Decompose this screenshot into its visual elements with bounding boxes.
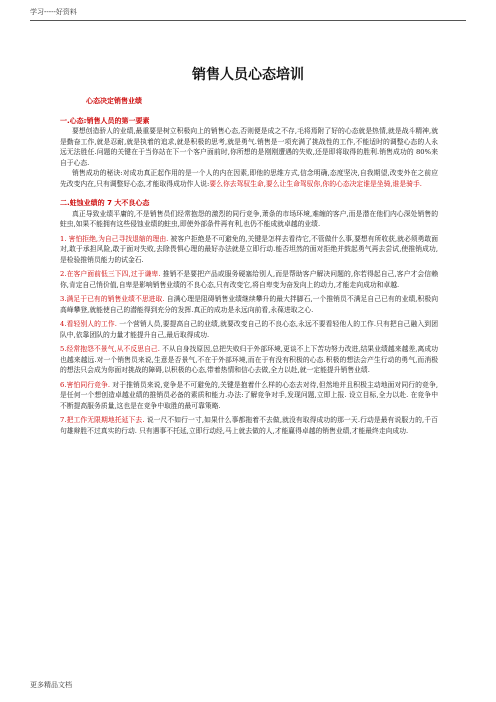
footer-note: 更多精品文档 [30,681,72,689]
list-item-heading: 6.害怕同行竞争. [60,380,111,389]
list-item-heading: 3.满足于已有的销售业绩不思进取. [60,295,165,303]
list-item-text: 一个营销人员,要提高自己的业绩,就要改变自己的不良心态,永远不要看轻他人的工作.只有把自己融入到团队中,依靠团队的力量才能提升自己,最后取得成功. [60,320,438,339]
list-item-heading: 2.在客户面前低三下四,过于谦卑. [60,270,161,278]
list-item-heading: 1. 害怕拒绝,为自己寻找退缩的理由. [60,234,169,243]
section-2-intro: 真正导致业绩平庸的,不是销售员们经常抱怨的激烈的同行竞争,萧条的市场环境,难缠的客户,而是潜在他们内心深处销售的蛀虫,如果不能拥有这些侵蚀业绩的蛀虫,即使外部条件再有利,也仍不能成就卓越的业绩. [60,209,438,228]
list-item-text: 被客户拒绝是不可避免的,关键是怎样去看待它,不管做什么事,要想有所收获,就必须勇敢面对,敢于承担风险,敢于面对失败,去除畏惧心理的最好办法就是立即行动.能否坦然的面对拒绝并鼓起勇气再去尝试,使推销成功,是检验推销员能力的试金石. [60,234,438,264]
list-item-heading: 5.经常抱怨不景气,从不反思自己. [60,345,160,353]
page-title: 销售人员心态培训 [192,67,304,83]
section-1-paragraph-2 [60,168,438,189]
section-1-heading: 一.心态:销售人员的第一要素 [60,116,150,125]
list-item [60,234,438,266]
list-item [60,344,438,376]
header-divider [30,20,466,21]
section-1-paragraph-1: 要想创造骄人的业绩,最重要是树立积极向上的销售心态,否则便是成之不存,毛将焉附了好的心态就是热情,就是战斗精神,就是勤奋工作,就是忍耐,就是执着的追求,就是积极的思考,就是勇气.销售是一项充满了挑战性的工作,不能适时的调整心态的人永远无法胜任.问题的关键在于当你站在下一个客户面前时,你所想的是刚刚遭遇的失败,还是即将取得的胜利.销售成功的 80%来自于心态. [60,127,438,167]
list-item-text: 推销不是要把产品或服务硬塞给别人,而是帮助客户解决问题的,你若得起自己,客户才会信赖你,肯定自己悄价值,自卑是影响销售业绩的不良心态,只有改变它,将自卑变为奋发向上的动力,才能走向成功和卓越. [60,270,438,289]
list-item [60,415,438,436]
list-item [60,269,438,290]
section-2-item-list [60,234,438,437]
section-1-paragraph-2-text: 销售成功的秘诀:对成功真正起作用的是一个人的内在因素,即他的思维方式,信念明确,态度坚决,自我期望,改变外在之前应先改变内在,只有调整好心态,才能取得成功作人说: [60,169,438,188]
list-item-text: 说一尺不如行一寸,如果什么事都拖着不去做,就没有取得成功的那一天.行动是最有说服力的,千百句雄辩胜不过真实的行动. 只有遇事不托延,立即行动经,马上就去做的人,才能赢得卓越的销售业绩,才能最终走向成功. [60,416,438,435]
list-item-heading: 7.把工作无限期地托延下去. [60,416,145,424]
header-note: 学习-----好资料 [30,8,77,16]
document-body [60,96,438,436]
list-item [60,319,438,340]
section-2-heading: 二.蛀蚀业绩的 7 大不良心态 [60,199,150,207]
list-item-text: 自满心理是阻碍销售业绩继续攀升的最大拌脚石,一个推销员不满足自己已有的业绩,积极向高峰攀登,就能使自己的潜能得到充分的发挥.真正的成功是永远向前看,永葆进取之心. [60,295,438,314]
list-item [60,380,438,412]
subtitle: 心态决定销售业绩 [86,97,142,105]
section-1-quote: 要么你去驾驭生命,要么让生命驾驭你,你的心态决定谁是坐骑,谁是骑手. [209,179,422,188]
list-item-text: 不从自身找原因,总把失败归于外部环境,更谈不上下苦功努力改进,结果业绩越来越差,离成功也越来越远.对一个销售员来说,生意是否景气,不在于外部环境,而在于有没有积极的心态.积极的想法会产生行动的勇气,而消极的想法只会成为你面对挑战的障碍,以积极的心态,带着热情和信心去做,全力以赴,就一定能提升销售业绩. [60,345,438,374]
list-item [60,294,438,315]
list-item-text: 对于推销员来说,竞争是不可避免的,关键是抱着什么样的心态去对待,但然地并且积极主动地面对同行的竞争,是任何一个想创造卓越业绩的推销员必备的素质和能力.办法:了解竞争对手,发现问题,立即上报. 设立目标,全力以赴. 在竞争中不断提高服务质量,这也是在竞争中取胜的最可靠策略. [60,380,438,410]
list-item-heading: 4.看轻别人的工作. [60,320,117,328]
